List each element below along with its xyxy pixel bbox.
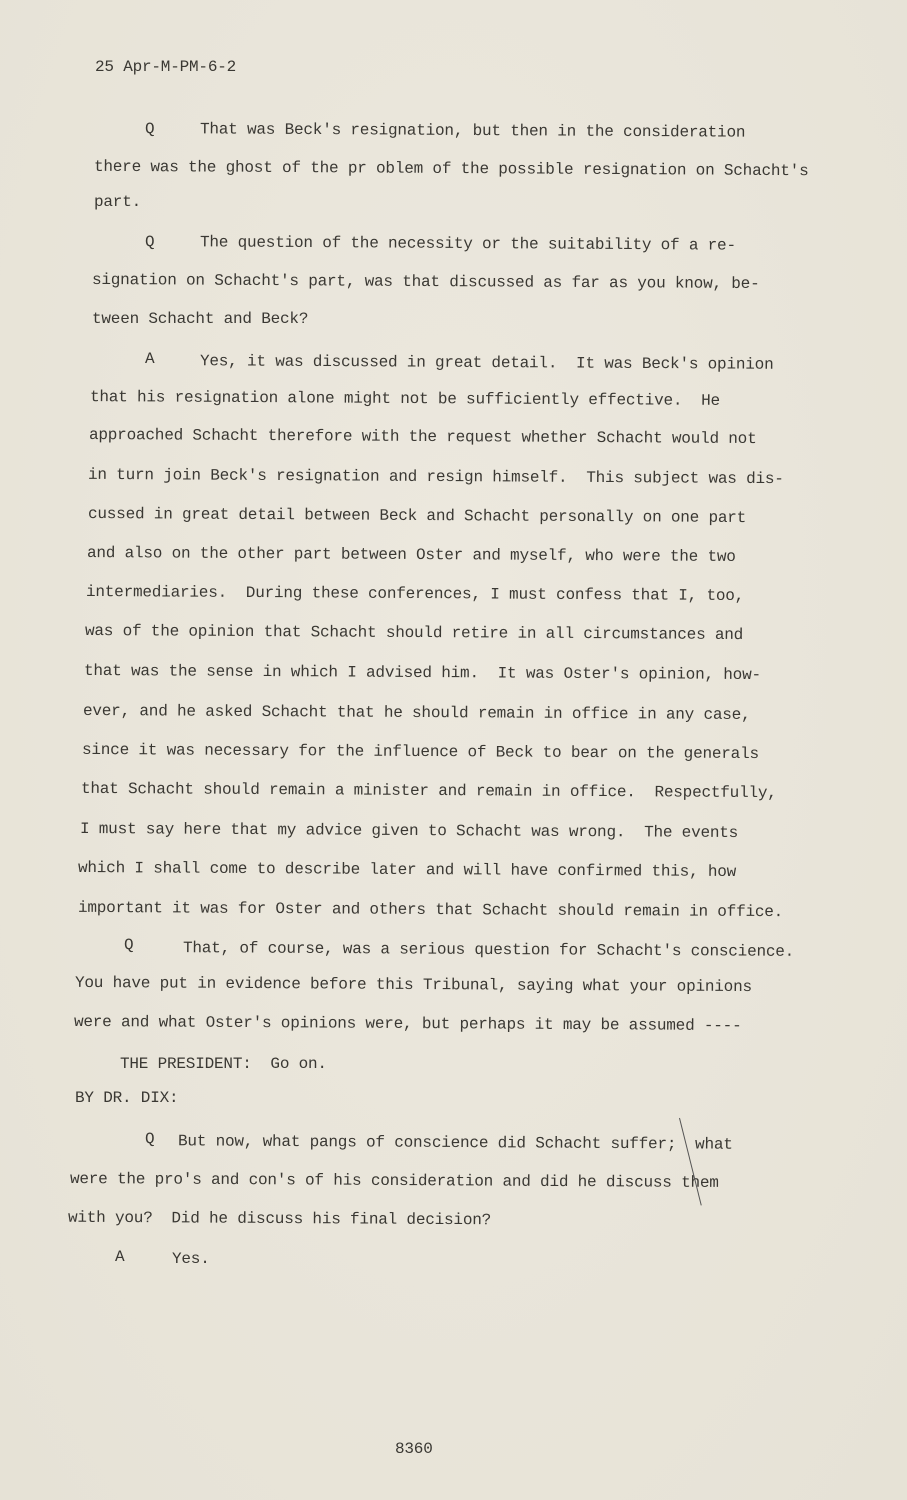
question-label: Q [145,233,155,251]
text-line: that Schacht should remain a minister and remain in office. Respectfully, [80,779,777,803]
text-line: that his resignation alone might not be sufficiently effective. He [89,388,720,410]
answer-label: A [115,1248,125,1266]
pencil-mark [679,1118,702,1206]
text-line: ever, and he asked Schacht that he should remain in office in any case, [82,701,751,725]
examiner-heading: BY DR. DIX: [75,1089,179,1107]
text-line: and also on the other part between Oster and myself, who were the two [86,544,736,566]
text-line: tween Schacht and Beck? [92,310,309,328]
text-line: were the pro's and con's of his consideration and did he discuss them [69,1170,719,1192]
text-line: that was the sense in which I advised him. It was Oster's opinion, how- [83,661,761,685]
text-line: That, of course, was a serious question for Schacht's conscience. [182,939,795,961]
text-line: Yes, it was discussed in great detail. It was Beck's opinion [199,352,774,374]
text-line: But now, what pangs of conscience did Schacht suffer; what [177,1132,733,1154]
text-line: was of the opinion that Schacht should retire in all circumstances and [84,621,744,645]
text-line: part. [94,193,142,211]
page-header-code: 25 Apr-M-PM-6-2 [95,58,237,76]
text-line: since it was necessary for the influence of Beck to bear on the generals [81,740,759,764]
answer-label: A [145,350,155,368]
text-line: cussed in great detail between Beck and Schacht personally on one part [87,504,747,528]
text-line: approached Schacht therefore with the request whether Schacht would not [88,425,757,449]
text-line: intermediaries. During these conferences, I must confess that I, too, [85,582,745,606]
text-line: in turn join Beck's resignation and resign himself. This subject was dis- [87,465,784,489]
text-line: That was Beck's resignation, but then in the consideration [199,120,746,142]
text-line: The question of the necessity or the suitability of a re- [199,233,736,255]
question-label: Q [145,120,155,138]
question-label: Q [145,1130,155,1148]
text-line: Yes. [172,1250,210,1268]
text-line: signation on Schacht's part, was that discussed as far as you know, be- [91,270,760,294]
text-line: I must say here that my advice given to Schacht was wrong. The events [79,819,739,843]
page-number: 8360 [395,1440,433,1458]
question-label: Q [124,936,134,954]
text-line: You have put in evidence before this Tribunal, saying what your opinions [74,973,752,997]
text-line: which I shall come to describe later and will have confirmed this, how [77,858,737,882]
text-line: with you? Did he discuss his final decision? [67,1208,492,1230]
text-line: there was the ghost of the pr oblem of the possible resignation on Schacht's [93,157,809,181]
text-line: important it was for Oster and others that Schacht should remain in office. [77,898,784,922]
text-line: were and what Oster's opinions were, but perhaps it may be assumed ---- [73,1012,742,1036]
speaker-line: THE PRESIDENT: Go on. [120,1055,327,1073]
